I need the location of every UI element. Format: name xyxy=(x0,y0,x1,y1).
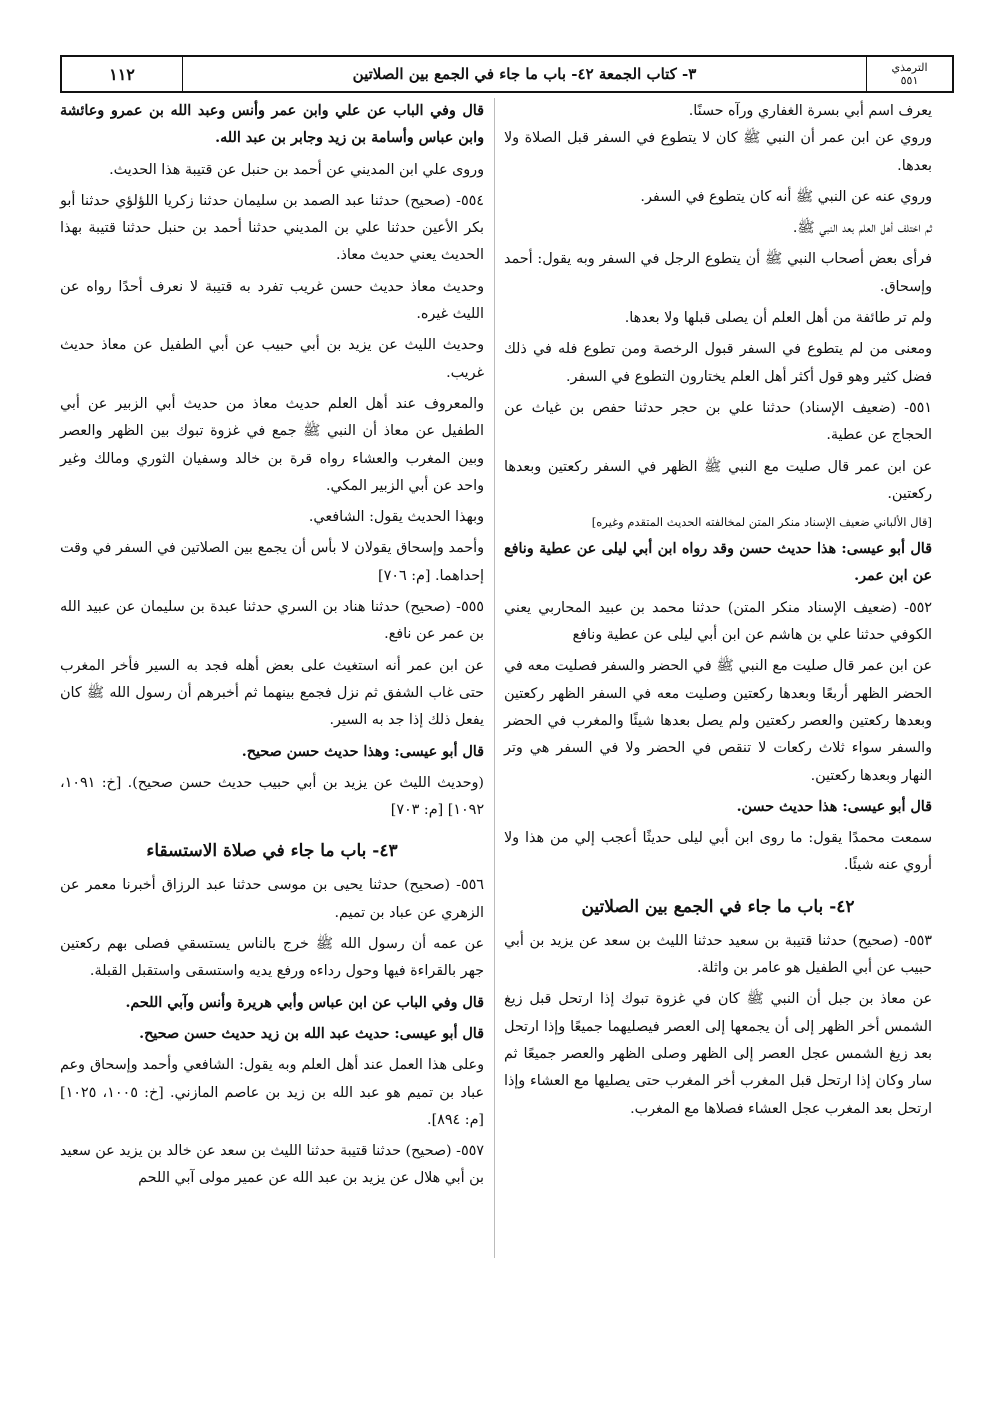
text-paragraph: عن عمه أن رسول الله ﷺ خرج بالناس يستسقي فصلى بهم ركعتين جهر بالقراءة فيها وحول رداءه ورفع يديه واستسقى واستقبل القبلة. xyxy=(60,936,484,980)
hadith-range: ٥٥١ xyxy=(900,74,919,87)
text-paragraph: ولم تر طائفة من أهل العلم أن يصلى قبلها ولا بعدها. xyxy=(624,310,932,327)
text-paragraph: (وحديث الليث عن يزيد بن أبي حبيب حديث حسن صحيح). [خ: ١٠٩١، ١٠٩٢] [م: ٧٠٣] xyxy=(60,774,484,819)
albani-note: [قال الألباني ضعيف الإسناد منكر المتن لمخالفته الحديث المتقدم وغيره] xyxy=(591,515,932,530)
left-text-column xyxy=(60,98,484,1197)
text-paragraph: وأحمد وإسحاق يقولان لا بأس أن يجمع بين الصلاتين في السفر في وقت إحداهما. [م: ٧٠٦] xyxy=(60,540,484,584)
book-reference xyxy=(866,57,952,91)
chapter-title: ٣- كتاب الجمعة ٤٢- باب ما جاء في الجمع بين الصلاتين xyxy=(182,57,866,91)
text-paragraph: وروى علي ابن المديني عن أحمد بن حنبل عن قتيبة هذا الحديث. xyxy=(109,161,484,178)
text-paragraph: وروي عنه عن النبي ﷺ أنه كان يتطوع في السفر. xyxy=(640,188,932,205)
right-text-column xyxy=(504,98,932,1127)
text-paragraph: والمعروف عند أهل العلم حديث معاذ من حديث أبي الزبير عن أبي الطفيل عن معاذ أن النبي ﷺ جمع في غزوة تبوك بين الظهر والعصر وبين المغرب والعشاء رواه قرة بن خالد وسفيان الثوري ومالك وغير واحد عن أبي الزبير المكي. xyxy=(60,395,484,494)
hadith-553: ٥٥٣- (صحيح) حدثنا قتيبة بن سعيد حدثنا الليث بن سعد عن يزيد بن أبي حبيب عن أبي الطفيل هو عامر بن واثلة. xyxy=(504,932,932,977)
text-paragraph: ثم اختلف أهل العلم بعد النبي ﷺ. xyxy=(792,220,932,237)
text-paragraph: عن ابن عمر قال صليت مع النبي ﷺ الظهر في السفر ركعتين وبعدها ركعتين. xyxy=(504,458,932,502)
text-paragraph: عن ابن عمر قال صليت مع النبي ﷺ في الحضر والسفر فصليت معه في الحضر الظهر أربعًا وبعدها ركعتين وصليت معه في السفر الظهر ركعتين وبعدها ركعتين والعصر ركعتين ولم يصل بعدها شيئًا والمغرب في الحضر والسفر سواء ثلاث ركعات لا تنقص في الحضر ولا في السفر هي وتر النهار وبعدها ركعتين. xyxy=(504,658,932,784)
hadith-555: ٥٥٥- (صحيح) حدثنا هناد بن السري حدثنا عبدة بن سليمان عن عبيد الله بن عمر عن نافع. xyxy=(60,599,484,643)
abu-isa-comment: قال أبو عيسى: هذا حديث حسن وقد رواه ابن أبي ليلى عن عطية ونافع عن ابن عمر. xyxy=(504,541,932,585)
text-paragraph: وعلى هذا العمل عند أهل العلم وبه يقول: الشافعي وأحمد وإسحاق وعم عباد بن تميم هو عبد الله بن زيد بن عاصم المازني. [خ: ١٠٠٥، ١٠٢٥] [م: ٨٩٤]. xyxy=(60,1057,484,1128)
hadith-554: ٥٥٤- (صحيح) حدثنا عبد الصمد بن سليمان حدثنا زكريا اللؤلؤي حدثنا أبو بكر الأعين حدثنا علي بن المديني حدثنا أحمد بن حنبل حدثنا قتيبة بهذا الحديث يعني حديث معاذ. xyxy=(60,192,484,264)
running-header xyxy=(60,55,954,93)
text-paragraph: ومعنى من لم يتطوع في السفر قبول الرخصة ومن تطوع فله في ذلك فضل كثير وهو قول أكثر أهل العلم يختارون التطوع في السفر. xyxy=(504,341,932,385)
text-paragraph: وبهذا الحديث يقول: الشافعي. xyxy=(308,509,484,526)
fil-bab-note: قال وفي الباب عن ابن عباس وأبي هريرة وأنس وآبي اللحم. xyxy=(125,994,484,1011)
hadith-557: ٥٥٧- (صحيح) حدثنا قتيبة حدثنا الليث بن سعد عن خالد بن يزيد عن سعيد بن أبي هلال عن يزيد بن عبد الله عن عمير مولى آبي اللحم xyxy=(60,1143,484,1187)
column-divider xyxy=(494,98,495,1258)
text-paragraph: سمعت محمدًا يقول: ما روى ابن أبي ليلى حديثًا أعجب إلي من هذا ولا أروي عنه شيئًا. xyxy=(504,830,932,874)
text-paragraph: يعرف اسم أبي بسرة الغفاري ورآه حسنًا. xyxy=(688,103,932,119)
text-paragraph: وحديث الليث عن يزيد بن أبي حبيب عن أبي الطفيل عن معاذ حديث غريب. xyxy=(60,337,484,381)
text-paragraph: وحديث معاذ حديث حسن غريب تفرد به قتيبة لا نعرف أحدًا رواه عن الليث غيره. xyxy=(60,278,484,323)
chapter-heading-43: ٤٣- باب ما جاء في صلاة الاستسقاء xyxy=(146,841,398,862)
chapter-heading-42: ٤٢- باب ما جاء في الجمع بين الصلاتين xyxy=(581,896,855,917)
text-paragraph: وروي عن ابن عمر أن النبي ﷺ كان لا يتطوع في السفر قبل الصلاة ولا بعدها. xyxy=(504,130,932,174)
text-paragraph: فرأى بعض أصحاب النبي ﷺ أن يتطوع الرجل في السفر وبه يقول: أحمد وإسحاق. xyxy=(504,251,932,295)
text-paragraph: عن معاذ بن جبل أن النبي ﷺ كان في غزوة تبوك إذا ارتحل قبل زيغ الشمس أخر الظهر إلى أن يجمعها إلى العصر فيصليهما جميعًا وإذا ارتحل بعد زيغ الشمس عجل العصر إلى الظهر وصلى الظهر والعصر جميعًا ثم سار وكان إذا ارتحل قبل المغرب أخر المغرب حتى يصليها مع العشاء وإذا ارتحل بعد المغرب عجل العشاء فصلاها مع المغرب. xyxy=(504,991,932,1117)
page-number: ١١٢ xyxy=(109,64,135,84)
fil-bab-note: قال وفي الباب عن علي وابن عمر وأنس وعبد الله بن عمرو وعائشة وابن عباس وأسامة بن زيد وجابر بن عبد الله. xyxy=(60,103,484,147)
hadith-556: ٥٥٦- (صحيح) حدثنا يحيى بن موسى حدثنا عبد الرزاق أخبرنا معمر عن الزهري عن عباد بن تميم. xyxy=(60,877,484,921)
book-name: الترمذي xyxy=(891,61,928,74)
text-paragraph: عن ابن عمر أنه استغيث على بعض أهله فجد به السير فأخر المغرب حتى غاب الشفق ثم نزل فجمع بينهما ثم أخبرهم أن رسول الله ﷺ كان يفعل ذلك إذا جد به السير. xyxy=(60,657,484,729)
abu-isa-comment: قال أبو عيسى: هذا حديث حسن. xyxy=(736,798,932,815)
hadith-551: ٥٥١- (ضعيف الإسناد) حدثنا علي بن حجر حدثنا حفص بن غياث عن الحجاج عن عطية. xyxy=(504,399,932,444)
abu-isa-comment: قال أبو عيسى: وهذا حديث حسن صحيح. xyxy=(241,743,484,760)
hadith-552: ٥٥٢- (ضعيف الإسناد منكر المتن) حدثنا محمد بن عبيد المحاربي يعني الكوفي حدثنا علي بن هاشم عن ابن أبي ليلى عن عطية ونافع xyxy=(504,599,932,644)
abu-isa-comment: قال أبو عيسى: حديث عبد الله بن زيد حديث حسن صحيح. xyxy=(139,1025,484,1042)
